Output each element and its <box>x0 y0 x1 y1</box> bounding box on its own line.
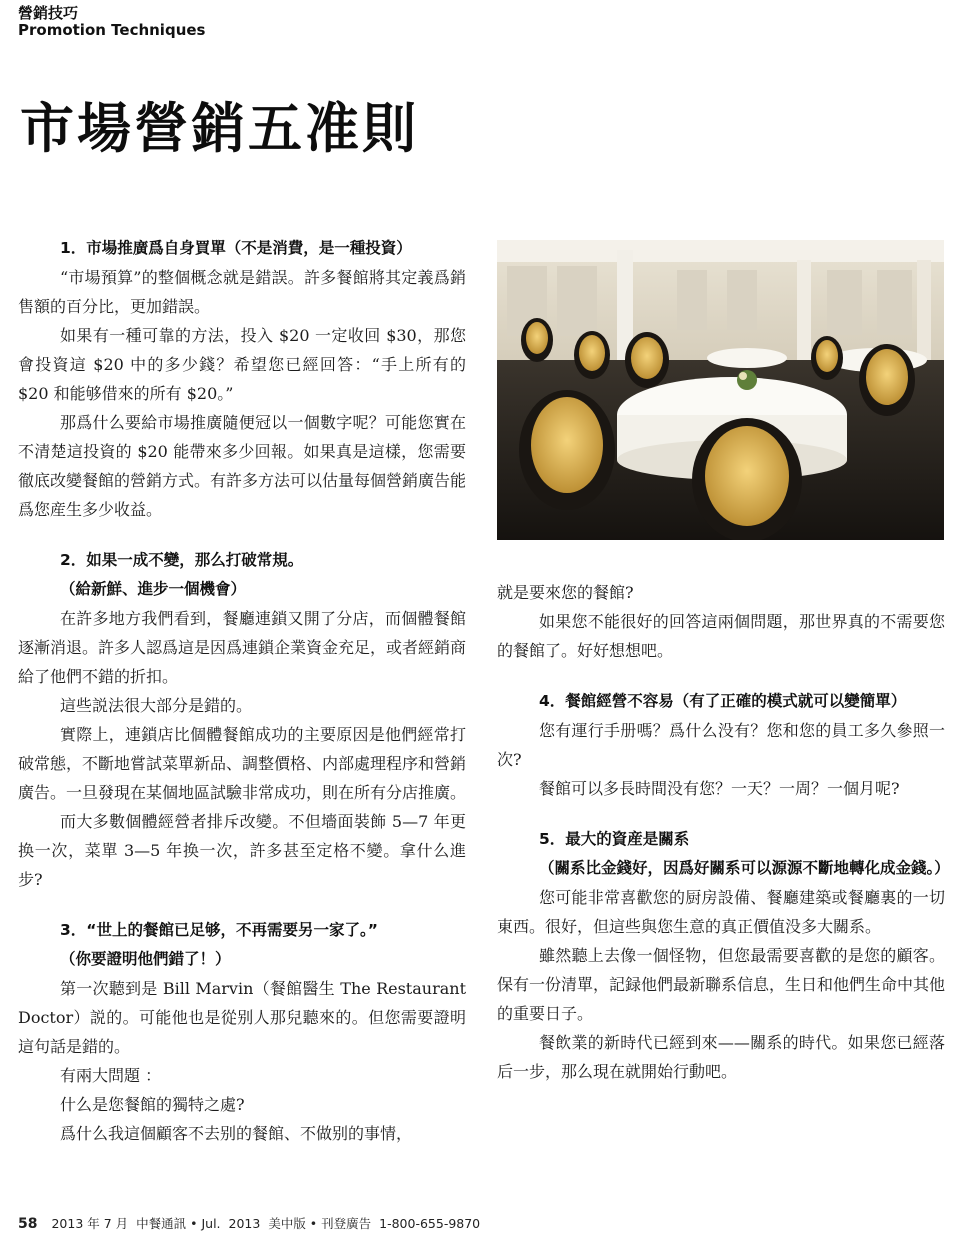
heading-3-subtitle: （你要證明他們錯了！） <box>60 950 231 968</box>
paragraph: 在許多地方我們看到，餐廳連鎖又開了分店，而個體餐館逐漸消退。許多人認爲這是因爲連鎖企業資金充足，或者經銷商給了他們不錯的折扣。 <box>18 609 467 686</box>
magazine-name: 中餐通訊 • Jul. <box>136 1216 221 1231</box>
issue-date: 2013 年 7 月 <box>51 1216 129 1231</box>
paragraph: 您可能非常喜歡您的厨房設備、餐廳建築或餐廳裏的一切東西。很好，但這些與您生意的真正價值没多大關系。 <box>497 888 945 936</box>
page-number: 58 <box>18 1216 38 1232</box>
paragraph: “市場預算”的整個概念就是錯誤。許多餐館將其定義爲銷售額的百分比，更加錯誤。 <box>18 268 466 316</box>
restaurant-photo <box>497 240 944 540</box>
heading-4: 4．餐館經營不容易（有了正確的模式就可以變簡單） <box>539 692 907 710</box>
page-footer <box>18 1214 484 1232</box>
paragraph: 實際上，連鎖店比個體餐館成功的主要原因是他們經常打破常態，不斷地嘗試菜單新品、調整價格、内部處理程序和營銷廣告。一旦發現在某個地區試驗非常成功，則在所有分店推廣。 <box>18 725 467 802</box>
heading-2-subtitle: （給新鮮、進步一個機會） <box>60 580 247 598</box>
paragraph: 而大多數個體經營者排斥改變。不但墻面裝飾 5—7 年更换一次，菜單 3—5 年换一次，許多甚至定格不變。拿什么進步? <box>18 812 466 889</box>
paragraph: 就是要來您的餐館? <box>497 583 634 602</box>
right-column <box>497 578 950 1086</box>
edition-label: 美中版 • 刊登廣告 <box>268 1216 372 1231</box>
article-title: 市場營銷五准則 <box>20 96 419 160</box>
paragraph: 第一次聽到是 Bill Marvin（餐館醫生 The Restaurant Doctor）説的。可能他也是從别人那兒聽來的。但您需要證明這句話是錯的。 <box>18 979 466 1056</box>
paragraph: 那爲什么要給市場推廣隨便冠以一個數字呢？可能您實在不清楚這投資的 $20 能帶來多少回報。如果真是這樣，您需要徹底改變餐館的營銷方式。有許多方法可以估量每個營銷廣告能爲您産生多少收益。 <box>18 413 467 519</box>
paragraph: 什么是您餐館的獨特之處? <box>60 1095 245 1114</box>
paragraph: 餐館可以多長時間没有您？一天？一周？一個月呢? <box>539 779 900 798</box>
paragraph: 雖然聽上去像一個怪物，但您最需要喜歡的是您的顧客。保有一份清單，記録他們最新聯系信息，生日和他們生命中其他的重要日子。 <box>497 946 946 1023</box>
heading-1: 1．市場推廣爲自身買單（不是消費，是一種投資） <box>60 239 412 257</box>
left-column <box>18 234 466 1148</box>
paragraph: 有兩大問題 ： <box>60 1066 162 1085</box>
paragraph: 爲什么我這個顧客不去别的餐館、不做别的事情， <box>60 1124 413 1143</box>
paragraph: 如果有一種可靠的方法，投入 $20 一定收回 $30，那您會投資這 $20 中的多少錢？希望您已經回答：“手上所有的 $20 和能够借來的所有 $20。” <box>18 326 466 403</box>
paragraph: 您有運行手册嗎？爲什么没有？您和您的員工多久參照一次? <box>497 721 945 769</box>
dining-room-illustration <box>497 240 944 540</box>
section-label-en: Promotion Techniques <box>18 21 206 39</box>
phone-number: 1-800-655-9870 <box>379 1216 481 1231</box>
paragraph: 如果您不能很好的回答這兩個問題，那世界真的不需要您的餐館了。好好想想吧。 <box>497 612 945 660</box>
paragraph: 餐飲業的新時代已經到來——關系的時代。如果您已經落后一步，那么現在就開始行動吧。 <box>497 1033 945 1081</box>
heading-5: 5．最大的資産是關系 <box>539 830 690 848</box>
paragraph: 這些説法很大部分是錯的。 <box>60 696 253 715</box>
heading-3: 3．“世上的餐館已足够，不再需要另一家了。” <box>60 921 378 939</box>
heading-5-subtitle: （關系比金錢好，因爲好關系可以源源不斷地轉化成金錢。） <box>539 859 950 877</box>
heading-2: 2．如果一成不變，那么打破常規。 <box>60 551 304 569</box>
issue-year: 2013 <box>228 1216 261 1231</box>
section-label-zh: 營銷技巧 <box>18 4 79 22</box>
